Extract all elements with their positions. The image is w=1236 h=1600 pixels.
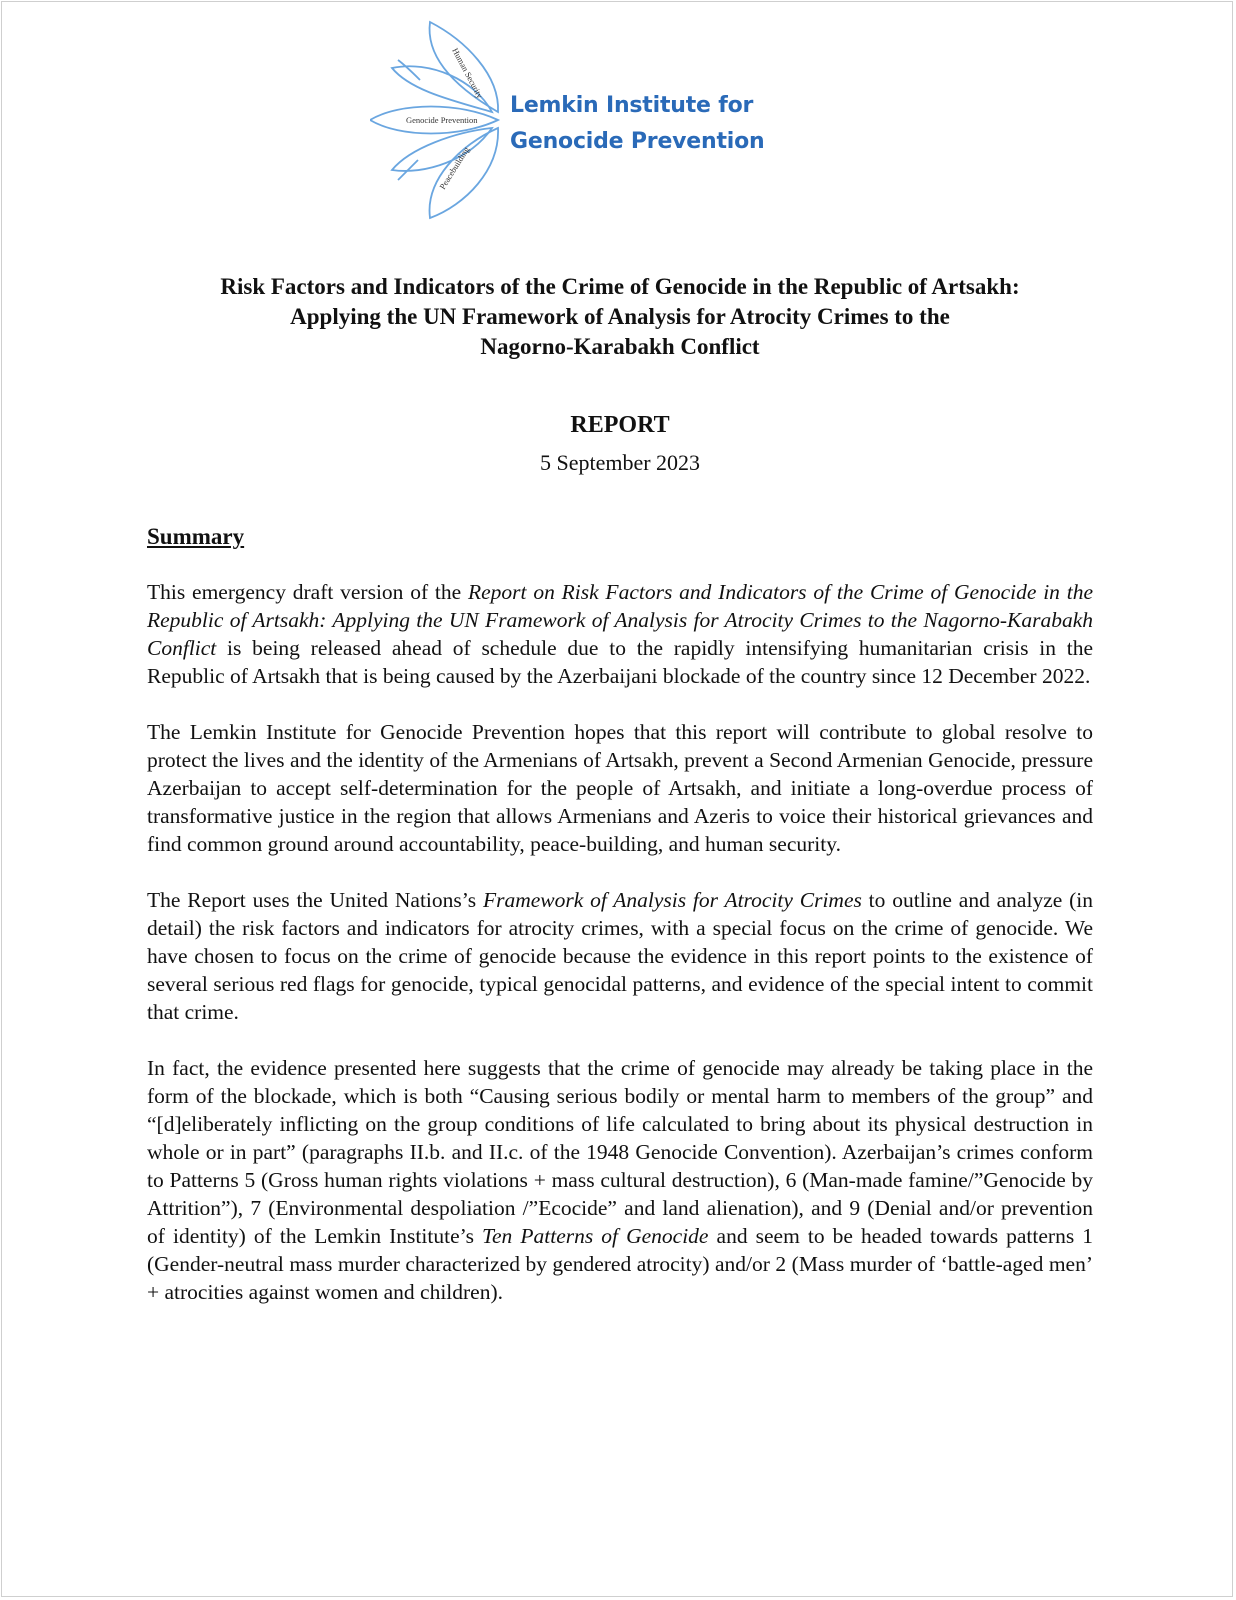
summary-paragraph-4 — [147, 1054, 1093, 1306]
title-line-1: Risk Factors and Indicators of the Crime of Genocide in the Republic of Artsakh: — [220, 274, 1020, 299]
logo-line-1: Lemkin Institute for — [510, 93, 754, 118]
summary-heading: Summary — [147, 524, 245, 549]
document-title — [147, 272, 1093, 362]
p4-text-b: and seem to be headed towards patterns 1 (Gender-neutral mass murder characterized by gendered atrocity) and/or 2 (Mass murder of ‘battle-aged men’ + atrocities against women and children). — [147, 1224, 1094, 1304]
lotus-logo-icon — [370, 20, 510, 230]
logo-wordmark — [510, 88, 765, 160]
title-line-3: Nagorno-Karabakh Conflict — [480, 334, 760, 359]
p4-text-a: In fact, the evidence presented here suggests that the crime of genocide may already be taking place in the form of the blockade, which is both “Causing serious bodily or mental harm to members of the group” and “[d]eliberately inflicting on the group conditions of life calculated to bring about its physical destruction in whole or in part” (paragraphs II.b. and II.c. of the 1948 Genocide Convention). Azerbaijan’s crimes conform to Patterns 5 (Gross human rights violations + mass cultural destruction), 6 (Man-made famine/”Genocide by Attrition”), 7 (Environmental despoliation /”Ecocide” and land alienation), and 9 (Denial and/or prevention of identity) of the Lemkin Institute’s — [147, 1056, 1093, 1248]
logo-label-genocide-prevention: Genocide Prevention — [406, 115, 478, 125]
p4-patterns-title: Ten Patterns of Genocide — [482, 1224, 709, 1248]
institute-logo — [370, 20, 800, 230]
p3-text-a: The Report uses the United Nations’s — [147, 888, 483, 912]
summary-paragraph-2: The Lemkin Institute for Genocide Prevention hopes that this report will contribute to global resolve to protect the lives and the identity of the Armenians of Artsakh, prevent a Second Armenian Genocide, pressure Azerbaijan to accept self-determination for the people of Artsakh, and initiate a long-overdue process of transformative justice in the region that allows Armenians and Azeris to voice their historical grievances and find common ground around accountability, peace-building, and human security. — [147, 720, 1093, 856]
p1-text-a: This emergency draft version of the — [147, 580, 468, 604]
title-line-2: Applying the UN Framework of Analysis for Atrocity Crimes to the — [290, 304, 950, 329]
report-date: 5 September 2023 — [539, 450, 701, 475]
p1-text-b: is being released ahead of schedule due to the rapidly intensifying humanitarian crisis in the Republic of Artsakh that is being caused by the Azerbaijani blockade of the country since 12 December 2022. — [147, 636, 1093, 688]
summary-paragraph-1 — [147, 578, 1093, 690]
report-label: REPORT — [570, 412, 670, 438]
p3-text-b: to outline and analyze (in detail) the risk factors and indicators for atrocity crimes, with a special focus on the crime of genocide. We have chosen to focus on the crime of genocide because the evidence in this report points to the existence of several serious red flags for genocide, typical genocidal patterns, and evidence of the special intent to commit that crime. — [147, 888, 1093, 1024]
summary-paragraph-3 — [147, 886, 1093, 1026]
logo-label-peacebuilding: Peacebuilding — [437, 144, 472, 192]
p1-report-title: Report on Risk Factors and Indicators of the Crime of Genocide in the Republic of Artsakh: Applying the UN Framework of Analysis for Atrocity Crimes to the Nagorno-Karabakh Conflict — [147, 580, 1093, 660]
document-body — [147, 272, 1093, 1334]
logo-line-2: Genocide Prevention — [510, 129, 765, 154]
p3-framework-title: Framework of Analysis for Atrocity Crimes — [482, 888, 862, 912]
document-page — [1, 1, 1233, 1597]
logo-label-human-security: Human Security — [450, 46, 486, 100]
